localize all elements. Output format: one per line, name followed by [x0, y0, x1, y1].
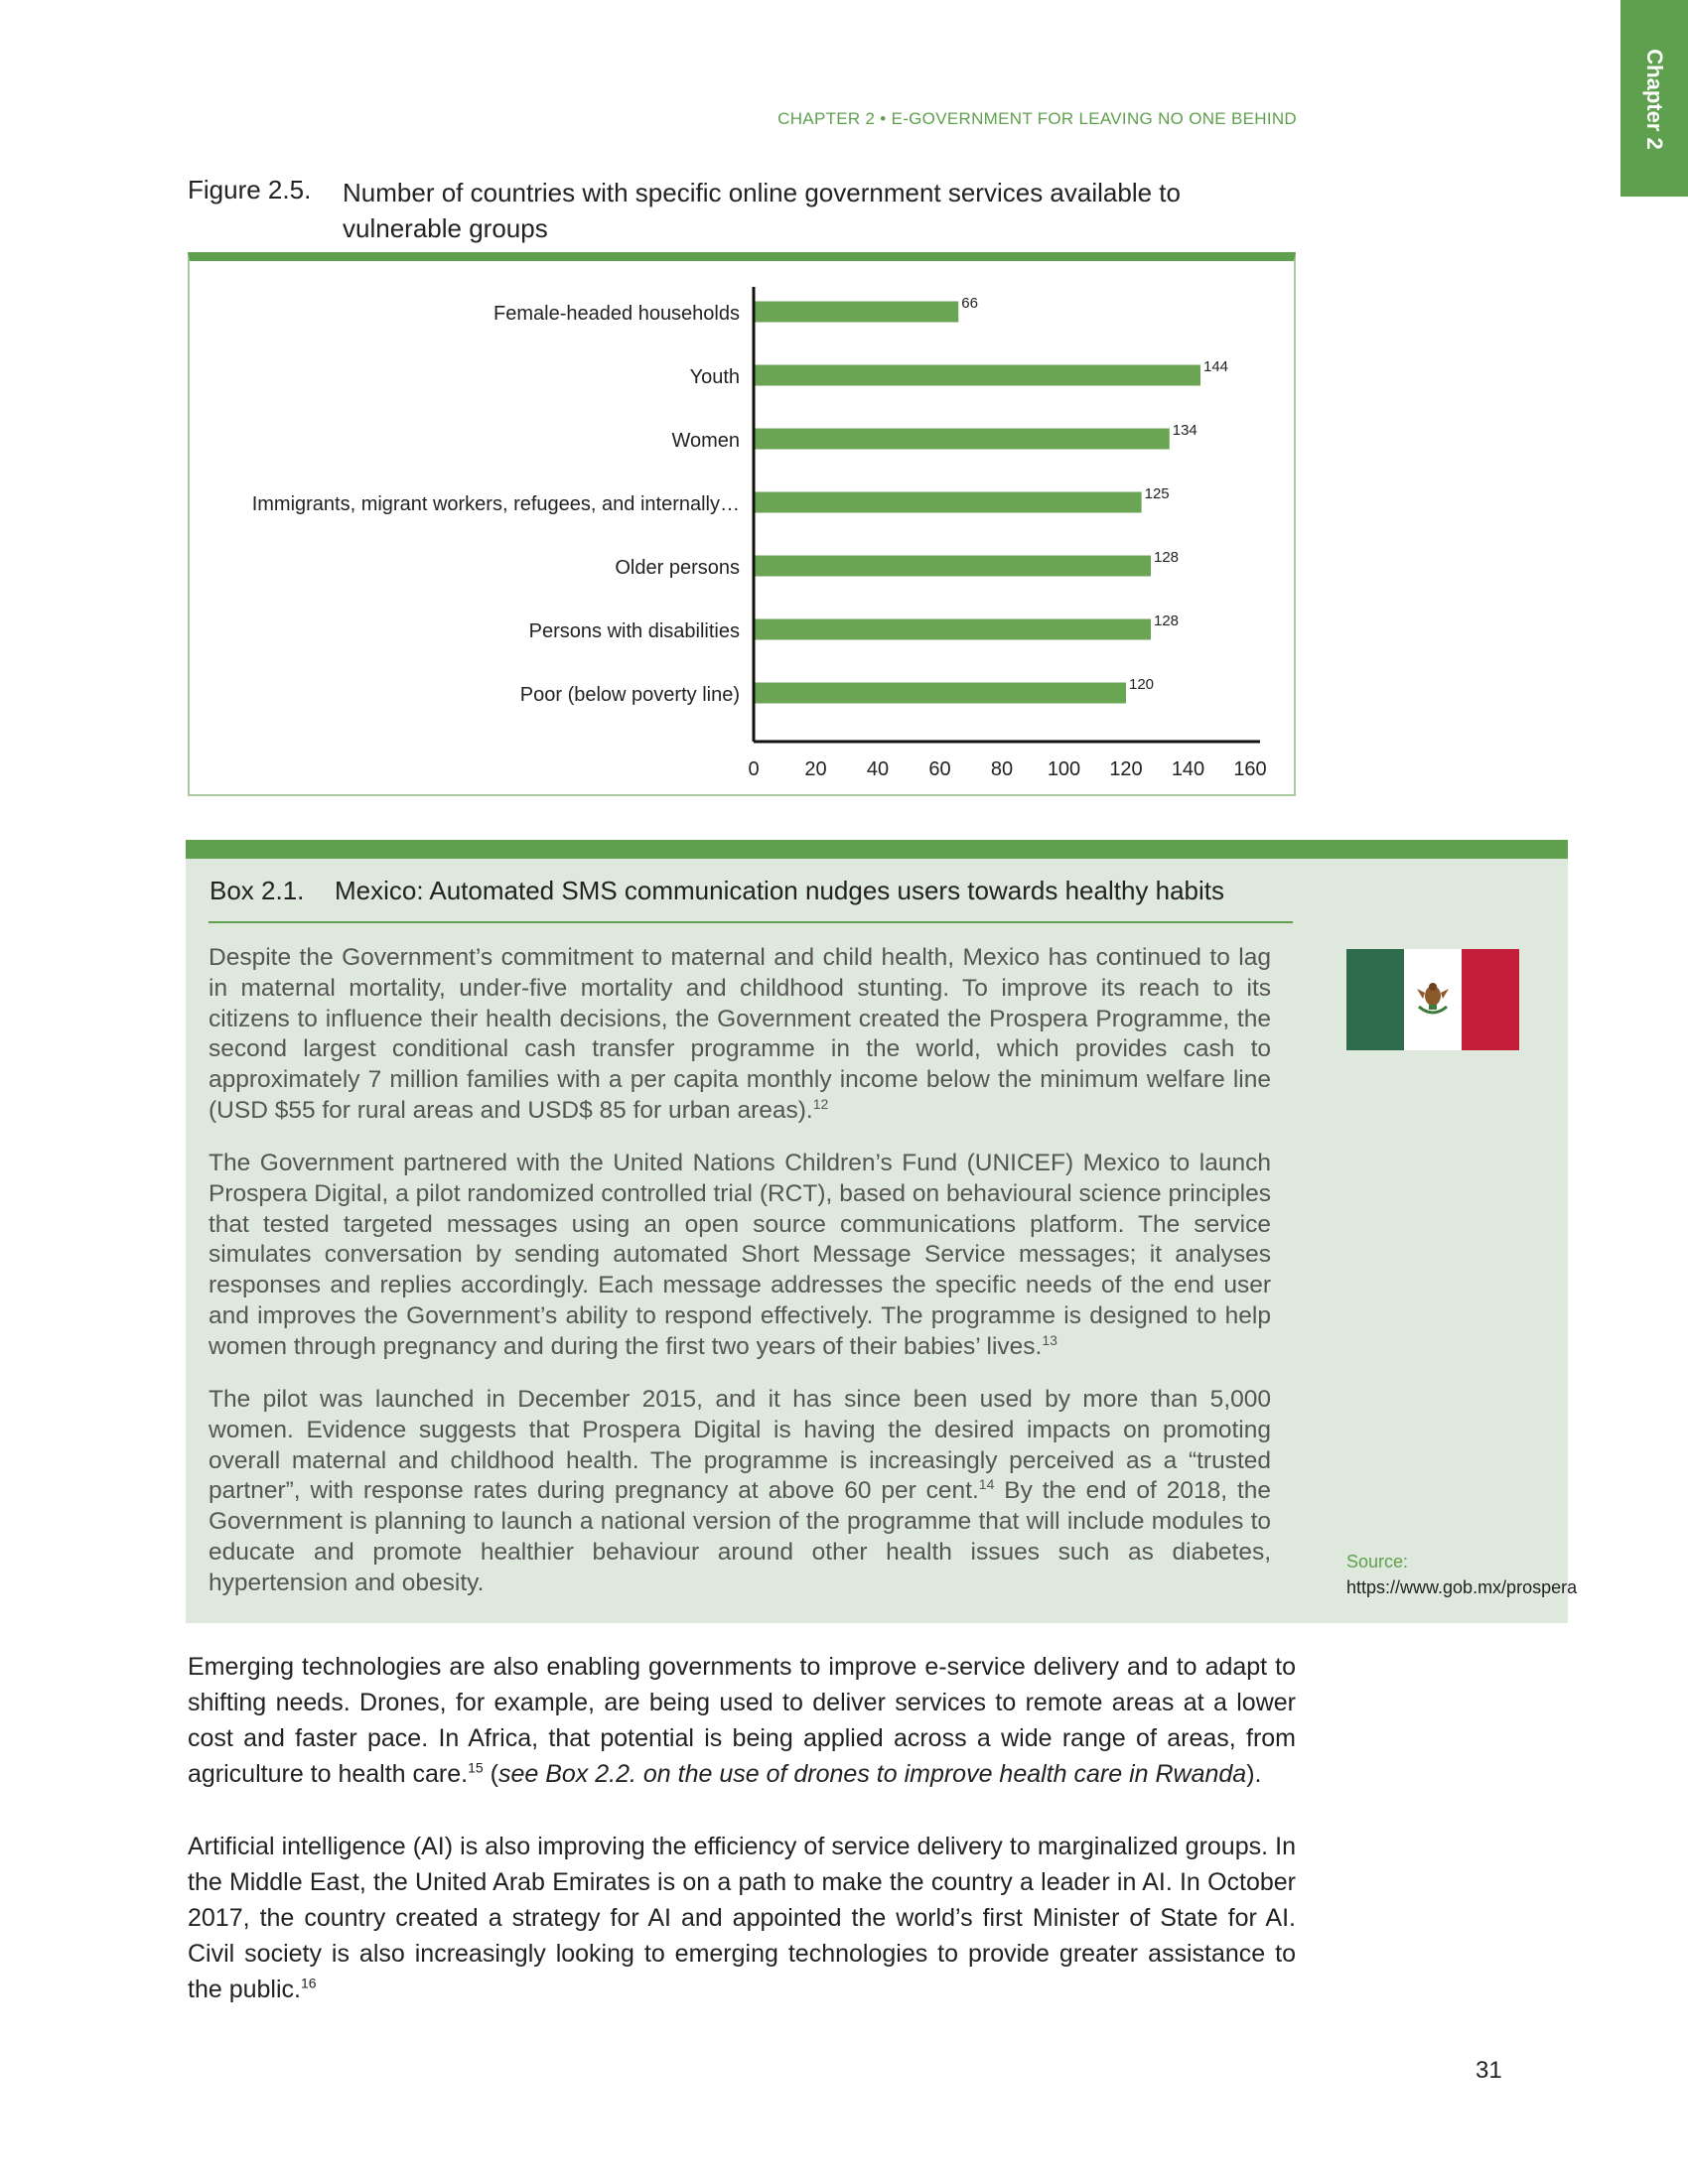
x-tick-label: 60	[928, 758, 951, 780]
category-label: Older persons	[615, 557, 740, 579]
box-paragraph-3-text-a: The pilot was launched in December 2015, and it has since been used by more than 5,000 women. Evidence suggests that Prospera Digital is having the desired impacts on promoting overall maternal and childhood health. The programme is increasingly perceived as a “trusted partner”, with response rates during pregnancy at above 60 per cent.	[209, 1386, 1271, 1505]
data-label: 134	[1172, 422, 1197, 439]
box-top-bar	[186, 840, 1568, 859]
body-paragraph-1-paren-close: ).	[1246, 1760, 1262, 1788]
box-2-2-cross-reference: see Box 2.2. on the use of drones to improve health care in Rwanda	[497, 1760, 1247, 1788]
category-label: Poor (below poverty line)	[519, 684, 740, 706]
footnote-ref-15: 15	[468, 1759, 484, 1776]
x-tick-label: 140	[1171, 758, 1205, 780]
x-tick-label: 40	[866, 758, 890, 780]
bar	[754, 429, 1170, 450]
x-tick-label: 20	[804, 758, 827, 780]
data-label: 66	[961, 295, 978, 312]
figure-title: Number of countries with specific online government services available to vulnerable groups	[343, 178, 1181, 243]
mexico-flag-icon	[1346, 949, 1519, 1050]
box-paragraph-3-text-b: By the end of 2018, the Government is planning to launch a national version of the programme that will include modules to educate and promote healthier behaviour around other health issues such as diabetes, hypertension and obesity.	[209, 1477, 1272, 1596]
data-label: 128	[1154, 549, 1180, 566]
figure-chart-frame	[188, 252, 1296, 796]
bar	[754, 619, 1151, 640]
x-tick-label: 100	[1047, 758, 1081, 780]
body-paragraph-2-text: Artificial intelligence (AI) is also improving the efficiency of service delivery to marginalized groups. In the Middle East, the United Arab Emirates is on a path to make the country a leader in AI. In October 2017, the country created a strategy for AI and appointed the world’s first Minister of State for AI. Civil society is also increasingly looking to emerging technologies to provide greater assistance to the public.	[188, 1833, 1296, 2003]
bar	[754, 683, 1126, 704]
footnote-ref-13: 13	[1042, 1331, 1057, 1348]
box-paragraph-1-text: Despite the Government’s commitment to maternal and child health, Mexico has continued to lag in maternal mortality, under-five mortality and childhood stunting. To improve its reach to its citizens to influence their health decisions, the Government created the Prospera Programme, the second largest conditional cash transfer programme in the world, which provides cash to approximately 7 million families with a per capita monthly income below the minimum welfare line (USD $55 for rural areas and USD$ 85 for urban areas).	[209, 944, 1271, 1124]
bar	[754, 365, 1200, 386]
data-label: 128	[1154, 613, 1180, 629]
figure-label: Figure 2.5.	[188, 175, 312, 205]
category-label: Persons with disabilities	[528, 620, 740, 642]
category-label: Female-headed households	[493, 303, 740, 325]
box-label: Box 2.1.	[210, 876, 305, 905]
bar	[754, 302, 958, 323]
source-label: Source:	[1346, 1552, 1409, 1571]
category-label: Youth	[689, 366, 740, 388]
body-paragraph-1-text: Emerging technologies are also enabling governments to improve e-service delivery and to adapt to shifting needs. Drones, for example, are being used to deliver services to remote areas at a lower cost and faster pace. In Africa, that potential is being applied across a wide range of areas, from agriculture to health care.	[188, 1653, 1296, 1788]
box-paragraph-2	[209, 1149, 1271, 1363]
x-tick-label: 80	[990, 758, 1014, 780]
body-paragraph-1-paren-open: (	[483, 1760, 498, 1788]
footnote-ref-14: 14	[978, 1476, 995, 1493]
x-tick-label: 120	[1109, 758, 1143, 780]
x-tick-label: 0	[748, 758, 760, 780]
chapter-side-tab	[1620, 0, 1688, 197]
x-tick-label: 160	[1233, 758, 1267, 780]
box-title-rule	[209, 921, 1293, 923]
bar	[754, 556, 1151, 577]
category-label: Immigrants, migrant workers, refugees, and internally…	[251, 493, 740, 515]
body-paragraph-2	[188, 1829, 1296, 2007]
flag-emblem-icon	[1413, 981, 1453, 1019]
flag-white-stripe	[1404, 949, 1462, 1050]
footnote-ref-12: 12	[812, 1095, 829, 1112]
body-paragraph-1	[188, 1649, 1296, 1792]
running-header: CHAPTER 2 • E-GOVERNMENT FOR LEAVING NO ONE BEHIND	[777, 109, 1297, 128]
box-title: Mexico: Automated SMS communication nudges users towards healthy habits	[335, 876, 1225, 905]
footnote-ref-16: 16	[300, 1975, 317, 1991]
data-label: 125	[1144, 485, 1170, 502]
bar	[754, 492, 1142, 513]
category-label: Women	[671, 430, 740, 452]
bar-chart	[190, 261, 1294, 794]
chapter-side-tab-label: Chapter 2	[1642, 49, 1667, 150]
flag-green-stripe	[1346, 949, 1404, 1050]
page-number: 31	[1476, 2057, 1502, 2084]
box-paragraph-3	[209, 1385, 1271, 1599]
source-link[interactable]: https://www.gob.mx/prospera	[1346, 1577, 1578, 1597]
box-paragraph-1	[209, 943, 1271, 1127]
data-label: 144	[1203, 358, 1229, 375]
data-label: 120	[1129, 676, 1155, 693]
flag-red-stripe	[1462, 949, 1519, 1050]
box-source	[1346, 1549, 1578, 1600]
box-paragraph-2-text: The Government partnered with the United Nations Children’s Fund (UNICEF) Mexico to launch Prospera Digital, a pilot randomized controlled trial (RCT), based on behavioural science principles that tested targeted messages using an open source communications platform. The service simulates conversation by sending automated Short Message Service messages; it analyses responses and replies accordingly. Each message addresses the specific needs of the end user and improves the Government’s ability to respond effectively. The programme is designed to help women through pregnancy and during the first two years of their babies’ lives.	[209, 1150, 1271, 1360]
